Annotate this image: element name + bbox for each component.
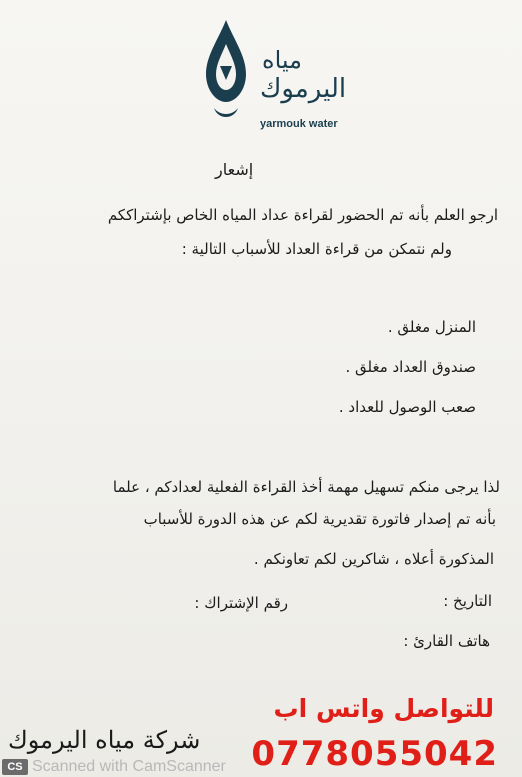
date-label: التاريخ : [443, 592, 492, 610]
paragraph1-line2: ولم نتمكن من قراءة العداد للأسباب التالية : [181, 240, 452, 258]
paragraph1-line1: ارجو العلم بأنه تم الحضور لقراءة عداد المياه الخاص بإشتراككم [107, 206, 498, 224]
camscanner-badge-icon: CS [2, 759, 28, 775]
subscription-number-label: رقم الإشتراك : [194, 594, 288, 612]
scanner-watermark-text: Scanned with CamScanner [32, 758, 226, 775]
paragraph2-line3: المذكورة أعلاه ، شاكرين لكم تعاونكم . [253, 550, 494, 568]
paragraph2-line2: بأنه تم إصدار فاتورة تقديرية لكم عن هذه الدورة للأسباب [143, 510, 496, 528]
reader-phone-label: هاتف القارئ : [403, 632, 490, 650]
logo-english-name: yarmouk water [260, 118, 338, 130]
paragraph2-line1: لذا يرجى منكم تسهيل مهمة أخذ القراءة الفعلية لعدادكم ، علما [112, 478, 500, 496]
logo-arabic-line2: اليرموك [260, 74, 347, 104]
water-drop-logo-icon [196, 18, 256, 122]
reason-house-closed: المنزل مغلق . [387, 318, 476, 336]
whatsapp-phone-number[interactable]: 0778055042 [251, 734, 498, 774]
company-logo [196, 18, 376, 130]
company-signature: شركة مياه اليرموك [8, 726, 201, 754]
notice-title: إشعار [215, 160, 254, 179]
logo-arabic-line1: مياه [262, 46, 302, 74]
reason-meter-inaccessible: صعب الوصول للعداد . [338, 398, 476, 416]
whatsapp-contact-label: للتواصل واتس اب [273, 694, 494, 723]
scanner-watermark [2, 757, 226, 777]
reason-meter-box-closed: صندوق العداد مغلق . [345, 358, 476, 376]
